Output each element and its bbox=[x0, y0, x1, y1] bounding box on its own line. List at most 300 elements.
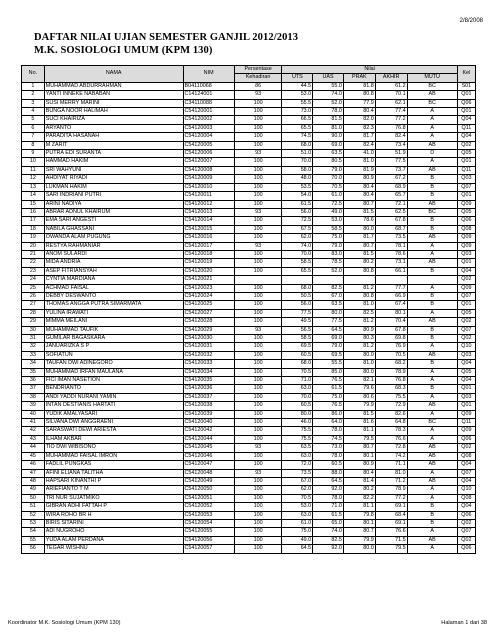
row-prak: 81.0 bbox=[343, 158, 375, 166]
row-nama: PUTRA EDI SURANTA bbox=[44, 150, 183, 158]
row-mutu: AB bbox=[407, 402, 457, 410]
row-kehadiran: 86 bbox=[234, 82, 282, 90]
footer-coordinator: Koordinator M.K. Sosiologi Umum (KPM 130) bbox=[8, 620, 121, 626]
row-prak: 80.0 bbox=[343, 368, 375, 376]
row-prak: 78.6 bbox=[343, 217, 375, 225]
row-kel: Q07 bbox=[457, 292, 475, 300]
row-akhir: 68.4 bbox=[375, 511, 407, 519]
row-uas: 72.5 bbox=[313, 200, 344, 208]
row-kehadiran: 100 bbox=[234, 545, 282, 553]
row-akhir: 78.6 bbox=[375, 250, 407, 258]
row-uas: 67.0 bbox=[313, 292, 344, 300]
row-no: 6 bbox=[22, 124, 45, 132]
row-nim: C54120019 bbox=[183, 259, 234, 267]
row-prak: 81.1 bbox=[343, 427, 375, 435]
row-prak: 79.8 bbox=[343, 511, 375, 519]
row-kehadiran: 100 bbox=[234, 116, 282, 124]
row-kel: Q02 bbox=[457, 318, 475, 326]
row-no: 51 bbox=[22, 503, 45, 511]
row-prak: 81.2 bbox=[343, 343, 375, 351]
row-kehadiran: 100 bbox=[234, 108, 282, 116]
row-akhir: 78.9 bbox=[375, 486, 407, 494]
row-mutu: B bbox=[407, 301, 457, 309]
row-uas: 60.5 bbox=[313, 461, 344, 469]
row-akhir: 66.9 bbox=[375, 292, 407, 300]
row-nim: C54120045 bbox=[183, 444, 234, 452]
row-mutu: B bbox=[407, 335, 457, 343]
row-uts: 48.0 bbox=[282, 175, 313, 183]
row-akhir: 76.6 bbox=[375, 528, 407, 536]
row-kel: Q01 bbox=[457, 385, 475, 393]
row-no: 27 bbox=[22, 301, 45, 309]
row-uts: 68.0 bbox=[282, 360, 313, 368]
table-row bbox=[22, 486, 476, 494]
row-kel: Q07 bbox=[457, 528, 475, 536]
row-prak: 81.6 bbox=[343, 419, 375, 427]
row-kehadiran: 100 bbox=[234, 536, 282, 544]
row-nim: C54120030 bbox=[183, 335, 234, 343]
row-uas: 74.5 bbox=[313, 435, 344, 443]
row-prak: 81.9 bbox=[343, 166, 375, 174]
row-mutu: A bbox=[407, 250, 457, 258]
row-nama: ARIEFIANTO T M bbox=[44, 486, 183, 494]
row-mutu bbox=[407, 276, 457, 284]
table-row bbox=[22, 419, 476, 427]
row-nama: ILHAM AKBAR bbox=[44, 435, 183, 443]
row-uas: 70.0 bbox=[313, 175, 344, 183]
row-uts: 53.0 bbox=[282, 503, 313, 511]
row-uas: 69.0 bbox=[313, 141, 344, 149]
header-kehadiran: Kehadiran bbox=[234, 74, 282, 82]
row-no: 1 bbox=[22, 82, 45, 90]
row-nim: C54120001 bbox=[183, 108, 234, 116]
row-uts: 61.0 bbox=[282, 519, 313, 527]
row-uas: 70.5 bbox=[313, 183, 344, 191]
row-uas: 58.5 bbox=[313, 225, 344, 233]
table-row bbox=[22, 519, 476, 527]
row-mutu: A bbox=[407, 242, 457, 250]
row-no: 8 bbox=[22, 141, 45, 149]
row-akhir: 76.6 bbox=[375, 435, 407, 443]
row-uas: 83.0 bbox=[313, 250, 344, 258]
row-kel: Q07 bbox=[457, 469, 475, 477]
row-akhir: 72.8 bbox=[375, 444, 407, 452]
row-kehadiran: 100 bbox=[234, 250, 282, 258]
row-mutu: A bbox=[407, 435, 457, 443]
row-akhir: 70.4 bbox=[375, 318, 407, 326]
row-nim: C54120037 bbox=[183, 393, 234, 401]
row-akhir: 70.5 bbox=[375, 351, 407, 359]
row-akhir: 51.9 bbox=[375, 150, 407, 158]
row-uts: 61.5 bbox=[282, 200, 313, 208]
print-date: 2/8/2008 bbox=[459, 18, 483, 24]
row-uts: 54.0 bbox=[282, 192, 313, 200]
row-mutu: A bbox=[407, 108, 457, 116]
row-mutu: B bbox=[407, 519, 457, 527]
row-nama: BUNGA NOOR HALIMAH bbox=[44, 108, 183, 116]
row-nama: ABRAR ADNUL KHAIRUM bbox=[44, 208, 183, 216]
row-no: 33 bbox=[22, 351, 45, 359]
row-mutu: AB bbox=[407, 91, 457, 99]
table-row bbox=[22, 267, 476, 275]
row-no: 54 bbox=[22, 528, 45, 536]
row-kehadiran: 93 bbox=[234, 242, 282, 250]
row-nama: AHDIYAT RIYADI bbox=[44, 175, 183, 183]
table-row bbox=[22, 402, 476, 410]
row-no: 22 bbox=[22, 259, 45, 267]
row-kehadiran: 100 bbox=[234, 343, 282, 351]
row-kehadiran: 100 bbox=[234, 292, 282, 300]
row-prak: 80.7 bbox=[343, 242, 375, 250]
row-nama: AFINI ELIANA TALITHA bbox=[44, 469, 183, 477]
row-mutu: B bbox=[407, 292, 457, 300]
row-nama: ANDI YADDI NURANI YAMIN bbox=[44, 393, 183, 401]
row-kel: Q01 bbox=[457, 108, 475, 116]
row-nama: EMA SARI ANGESTI bbox=[44, 217, 183, 225]
row-mutu: AB bbox=[407, 234, 457, 242]
table-row bbox=[22, 150, 476, 158]
row-kehadiran: 100 bbox=[234, 200, 282, 208]
row-uts: 56.0 bbox=[282, 301, 313, 309]
header-no: No. bbox=[22, 66, 45, 83]
row-mutu: B bbox=[407, 267, 457, 275]
row-mutu: A bbox=[407, 486, 457, 494]
row-nama: ACHMAD FAISAL bbox=[44, 284, 183, 292]
row-kel: Q03 bbox=[457, 351, 475, 359]
row-kel: Q04 bbox=[457, 461, 475, 469]
table-row bbox=[22, 427, 476, 435]
table-row bbox=[22, 444, 476, 452]
row-prak: 81.0 bbox=[343, 360, 375, 368]
row-mutu: AB bbox=[407, 351, 457, 359]
row-mutu: A bbox=[407, 393, 457, 401]
table-row bbox=[22, 234, 476, 242]
row-akhir: 68.9 bbox=[375, 183, 407, 191]
row-prak bbox=[343, 276, 375, 284]
row-no: 35 bbox=[22, 368, 45, 376]
row-mutu: A bbox=[407, 377, 457, 385]
row-no: 24 bbox=[22, 276, 45, 284]
row-mutu: A bbox=[407, 133, 457, 141]
row-no: 28 bbox=[22, 309, 45, 317]
row-nim: C54120035 bbox=[183, 377, 234, 385]
row-no: 38 bbox=[22, 393, 45, 401]
row-prak: 79.9 bbox=[343, 402, 375, 410]
row-akhir: 66.1 bbox=[375, 267, 407, 275]
row-kel: Q09 bbox=[457, 242, 475, 250]
row-uas: 92.0 bbox=[313, 545, 344, 553]
row-no: 2 bbox=[22, 91, 45, 99]
row-prak: 80.9 bbox=[343, 326, 375, 334]
row-kel: Q08 bbox=[457, 452, 475, 460]
row-kel: Q11 bbox=[457, 124, 475, 132]
row-no: 14 bbox=[22, 192, 45, 200]
table-row bbox=[22, 82, 476, 90]
row-kehadiran: 100 bbox=[234, 427, 282, 435]
row-mutu: AB bbox=[407, 461, 457, 469]
table-row bbox=[22, 435, 476, 443]
row-mutu: B bbox=[407, 326, 457, 334]
row-uas: 76.5 bbox=[313, 402, 344, 410]
row-akhir: 79.5 bbox=[375, 545, 407, 553]
row-kehadiran: 100 bbox=[234, 284, 282, 292]
row-akhir: 77.2 bbox=[375, 116, 407, 124]
row-prak: 80.9 bbox=[343, 175, 375, 183]
row-mutu: BC bbox=[407, 208, 457, 216]
row-no: 4 bbox=[22, 108, 45, 116]
row-no: 50 bbox=[22, 494, 45, 502]
row-kel: Q01 bbox=[457, 402, 475, 410]
row-mutu: B bbox=[407, 175, 457, 183]
row-kehadiran: 100 bbox=[234, 503, 282, 511]
row-kehadiran: 100 bbox=[234, 183, 282, 191]
row-uts: 63.0 bbox=[282, 385, 313, 393]
row-nama: MUHAMMAD FAISAL IMRON bbox=[44, 452, 183, 460]
row-kehadiran: 100 bbox=[234, 377, 282, 385]
row-nama: INTAN DESTIANIS HARTATI bbox=[44, 402, 183, 410]
row-kehadiran: 100 bbox=[234, 267, 282, 275]
row-uts: 46.0 bbox=[282, 419, 313, 427]
row-uts: 62.0 bbox=[282, 486, 313, 494]
row-mutu: AB bbox=[407, 536, 457, 544]
table-row bbox=[22, 108, 476, 116]
row-akhir: 77.7 bbox=[375, 284, 407, 292]
row-nim: B04110068 bbox=[183, 82, 234, 90]
row-prak: 82.1 bbox=[343, 377, 375, 385]
row-akhir: 82.6 bbox=[375, 410, 407, 418]
row-no: 41 bbox=[22, 419, 45, 427]
row-nim: C54120009 bbox=[183, 175, 234, 183]
row-prak: 82.0 bbox=[343, 116, 375, 124]
row-uts: 74.0 bbox=[282, 242, 313, 250]
row-kel: Q09 bbox=[457, 410, 475, 418]
table-row bbox=[22, 175, 476, 183]
row-uts: 75.0 bbox=[282, 528, 313, 536]
row-mutu: BC bbox=[407, 419, 457, 427]
row-akhir: 71.1 bbox=[375, 461, 407, 469]
table-row bbox=[22, 351, 476, 359]
row-nama: MUHAMMAD IRFAN MAULANA bbox=[44, 368, 183, 376]
row-kel: Q03 bbox=[457, 250, 475, 258]
row-kehadiran: 100 bbox=[234, 402, 282, 410]
row-uts: 60.5 bbox=[282, 402, 313, 410]
row-nim: C54120034 bbox=[183, 368, 234, 376]
row-no: 30 bbox=[22, 326, 45, 334]
row-no: 42 bbox=[22, 427, 45, 435]
row-nim: C54120008 bbox=[183, 166, 234, 174]
table-row bbox=[22, 284, 476, 292]
table-row bbox=[22, 326, 476, 334]
row-no: 37 bbox=[22, 385, 45, 393]
row-uas: 75.0 bbox=[313, 234, 344, 242]
row-prak: 80.0 bbox=[343, 351, 375, 359]
row-kel: Q05 bbox=[457, 309, 475, 317]
row-mutu: AB bbox=[407, 452, 457, 460]
row-akhir: 77.4 bbox=[375, 108, 407, 116]
row-mutu: D bbox=[407, 150, 457, 158]
table-header bbox=[22, 66, 476, 83]
header-nim: NIM bbox=[183, 66, 234, 83]
row-uas: 82.5 bbox=[313, 536, 344, 544]
row-prak: 81.5 bbox=[343, 410, 375, 418]
table-row bbox=[22, 511, 476, 519]
table-row bbox=[22, 116, 476, 124]
row-uts: 62.0 bbox=[282, 234, 313, 242]
row-mutu: A bbox=[407, 116, 457, 124]
row-no: 19 bbox=[22, 234, 45, 242]
row-nama: M ZARIT bbox=[44, 141, 183, 149]
row-kehadiran: 100 bbox=[234, 99, 282, 107]
row-prak: 79.5 bbox=[343, 435, 375, 443]
row-no: 43 bbox=[22, 435, 45, 443]
row-prak: 80.7 bbox=[343, 200, 375, 208]
row-kehadiran bbox=[234, 276, 282, 284]
row-kehadiran: 100 bbox=[234, 351, 282, 359]
row-uts: 58.5 bbox=[282, 335, 313, 343]
row-akhir: 62.1 bbox=[375, 99, 407, 107]
row-no: 23 bbox=[22, 267, 45, 275]
row-uts: 63.5 bbox=[282, 444, 313, 452]
row-akhir: 82.4 bbox=[375, 133, 407, 141]
table-row bbox=[22, 292, 476, 300]
row-kel: Q10 bbox=[457, 486, 475, 494]
row-uas: 53.0 bbox=[313, 217, 344, 225]
row-mutu: B bbox=[407, 385, 457, 393]
row-uas: 52.0 bbox=[313, 99, 344, 107]
row-kehadiran: 100 bbox=[234, 217, 282, 225]
row-nama: PARADITA HASANAH bbox=[44, 133, 183, 141]
row-nim: C54120002 bbox=[183, 116, 234, 124]
row-no: 46 bbox=[22, 461, 45, 469]
table-row bbox=[22, 99, 476, 107]
row-no: 25 bbox=[22, 284, 45, 292]
row-no: 17 bbox=[22, 217, 45, 225]
row-nama: OWANDA ALAM PUGUNG bbox=[44, 234, 183, 242]
table-row bbox=[22, 385, 476, 393]
row-kel: Q09 bbox=[457, 427, 475, 435]
row-nim: C54120028 bbox=[183, 318, 234, 326]
row-mutu: A bbox=[407, 427, 457, 435]
row-no: 12 bbox=[22, 175, 45, 183]
footer-page-number: Halaman 1 dari 38 bbox=[441, 620, 487, 626]
table-row bbox=[22, 141, 476, 149]
row-akhir: 67.2 bbox=[375, 175, 407, 183]
row-uts: 55.5 bbox=[282, 99, 313, 107]
row-nim: C54120042 bbox=[183, 427, 234, 435]
row-nim: C54120055 bbox=[183, 528, 234, 536]
row-uas: 78.0 bbox=[313, 427, 344, 435]
row-prak: 80.0 bbox=[343, 225, 375, 233]
row-kel: Q07 bbox=[457, 183, 475, 191]
table-row bbox=[22, 461, 476, 469]
row-akhir bbox=[375, 276, 407, 284]
row-prak: 81.8 bbox=[343, 82, 375, 90]
row-uts: 71.0 bbox=[282, 377, 313, 385]
row-uts: 67.0 bbox=[282, 477, 313, 485]
table-row bbox=[22, 276, 476, 284]
row-kel: Q10 bbox=[457, 343, 475, 351]
row-nim: C54120039 bbox=[183, 410, 234, 418]
row-kel: Q09 bbox=[457, 200, 475, 208]
row-mutu: A bbox=[407, 545, 457, 553]
row-no: 29 bbox=[22, 318, 45, 326]
table-row bbox=[22, 259, 476, 267]
row-kel: Q06 bbox=[457, 435, 475, 443]
row-prak: 79.6 bbox=[343, 385, 375, 393]
row-nim: C54120005 bbox=[183, 141, 234, 149]
row-nama: JANUARIZKA S P bbox=[44, 343, 183, 351]
row-akhir: 68.3 bbox=[375, 385, 407, 393]
row-uts: 68.0 bbox=[282, 284, 313, 292]
row-uts: 56.0 bbox=[282, 208, 313, 216]
row-uas: 82.5 bbox=[313, 284, 344, 292]
row-no: 5 bbox=[22, 116, 45, 124]
row-akhir: 65.7 bbox=[375, 192, 407, 200]
row-uas: 61.5 bbox=[313, 385, 344, 393]
row-uas: 78.0 bbox=[313, 494, 344, 502]
header-nama: NAMA bbox=[44, 66, 183, 83]
row-kehadiran: 100 bbox=[234, 259, 282, 267]
row-nama: NABILA GHASSANI bbox=[44, 225, 183, 233]
row-nim: C54120023 bbox=[183, 284, 234, 292]
row-prak: 82.2 bbox=[343, 494, 375, 502]
row-nama: SILVANA DWI ANGGRAENI bbox=[44, 419, 183, 427]
table-row bbox=[22, 368, 476, 376]
row-akhir: 69.1 bbox=[375, 503, 407, 511]
row-kehadiran: 100 bbox=[234, 124, 282, 132]
row-uts: 75.5 bbox=[282, 435, 313, 443]
header-nilai: Nilai bbox=[282, 66, 457, 74]
table-body bbox=[22, 82, 476, 553]
row-nama: SOFIATUN bbox=[44, 351, 183, 359]
row-nama: GUMILAR BAGASKARA bbox=[44, 335, 183, 343]
row-prak: 41.0 bbox=[343, 150, 375, 158]
row-nama: ANOM SULARDI bbox=[44, 250, 183, 258]
row-akhir: 80.1 bbox=[375, 309, 407, 317]
row-uts: 68.0 bbox=[282, 141, 313, 149]
row-nim: C54120049 bbox=[183, 477, 234, 485]
row-nama: MIMMA MEILANI bbox=[44, 318, 183, 326]
row-uts: 58.0 bbox=[282, 166, 313, 174]
row-akhir: 76.8 bbox=[375, 377, 407, 385]
row-uts: 63.0 bbox=[282, 511, 313, 519]
row-kel: Q02 bbox=[457, 444, 475, 452]
row-uas: 74.0 bbox=[313, 91, 344, 99]
row-nim: C54120057 bbox=[183, 545, 234, 553]
row-kehadiran: 100 bbox=[234, 234, 282, 242]
row-kehadiran: 100 bbox=[234, 166, 282, 174]
row-kel: Q01 bbox=[457, 91, 475, 99]
row-akhir: 74.2 bbox=[375, 452, 407, 460]
row-kel: Q04 bbox=[457, 133, 475, 141]
row-uas: 65.0 bbox=[313, 519, 344, 527]
row-no: 52 bbox=[22, 511, 45, 519]
row-no: 47 bbox=[22, 469, 45, 477]
row-uas: 55.0 bbox=[313, 82, 344, 90]
row-kel: Q01 bbox=[457, 158, 475, 166]
row-uas: 63.5 bbox=[313, 150, 344, 158]
row-uas: 63.5 bbox=[313, 301, 344, 309]
row-uts: 70.5 bbox=[282, 494, 313, 502]
table-row bbox=[22, 217, 476, 225]
row-kel: Q01 bbox=[457, 192, 475, 200]
row-kel: Q02 bbox=[457, 519, 475, 527]
row-prak: 81.5 bbox=[343, 208, 375, 216]
row-uts: 74.5 bbox=[282, 133, 313, 141]
row-kehadiran: 100 bbox=[234, 360, 282, 368]
table-row bbox=[22, 301, 476, 309]
row-nim: C54120018 bbox=[183, 250, 234, 258]
